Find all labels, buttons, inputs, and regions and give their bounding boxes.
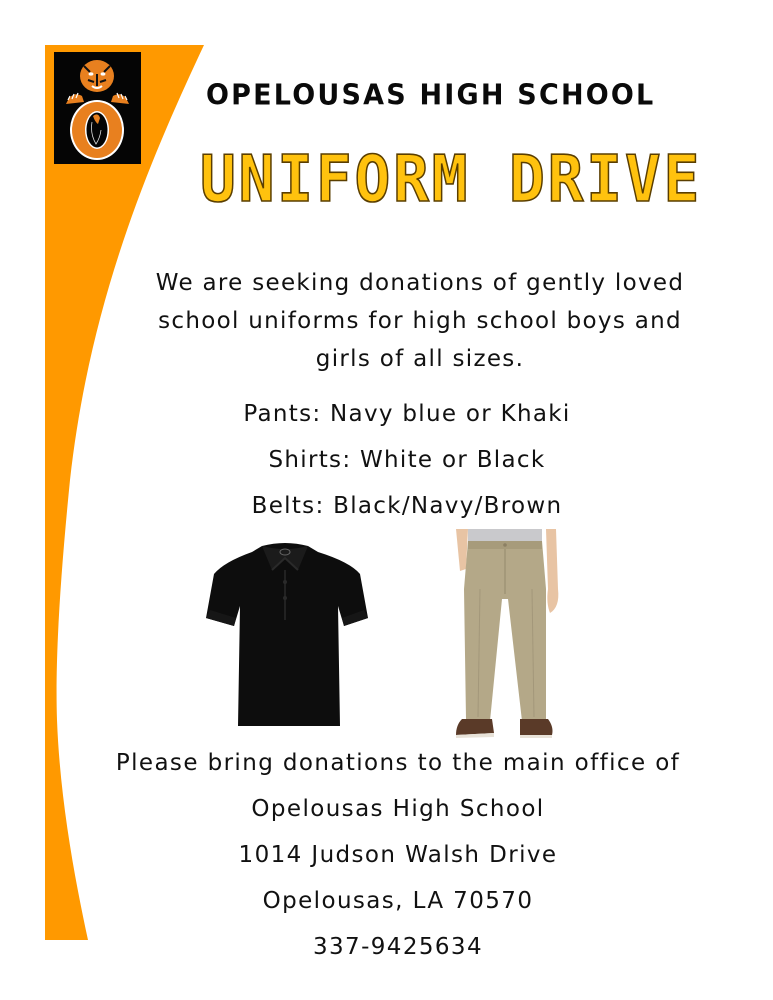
uniform-drive-title: UNIFORM DRIVE xyxy=(200,143,703,217)
requirement-shirts: Shirts: White or Black xyxy=(268,447,546,473)
requirement-pants: Pants: Navy blue or Khaki xyxy=(243,401,571,427)
tiger-logo-icon xyxy=(54,52,141,164)
dropoff-phone: 337-9425634 xyxy=(312,934,484,960)
school-name-heading: OPELOUSAS HIGH SCHOOL xyxy=(206,79,656,112)
school-logo xyxy=(54,52,141,164)
dropoff-city-state-zip: Opelousas, LA 70570 xyxy=(262,888,534,914)
black-polo-shirt-image xyxy=(200,540,370,730)
dropoff-street-address: 1014 Judson Walsh Drive xyxy=(238,842,558,868)
dropoff-info xyxy=(90,740,706,970)
dropoff-instruction: Please bring donations to the main office of xyxy=(115,750,681,776)
dropoff-school-name: Opelousas High School xyxy=(251,796,545,822)
intro-paragraph: We are seeking donations of gently loved school uniforms for high school boys and girls of all sizes. xyxy=(155,270,685,372)
requirement-belts: Belts: Black/Navy/Brown xyxy=(251,493,563,519)
khaki-pants-image xyxy=(450,529,560,739)
uniform-requirements-list xyxy=(200,391,614,529)
